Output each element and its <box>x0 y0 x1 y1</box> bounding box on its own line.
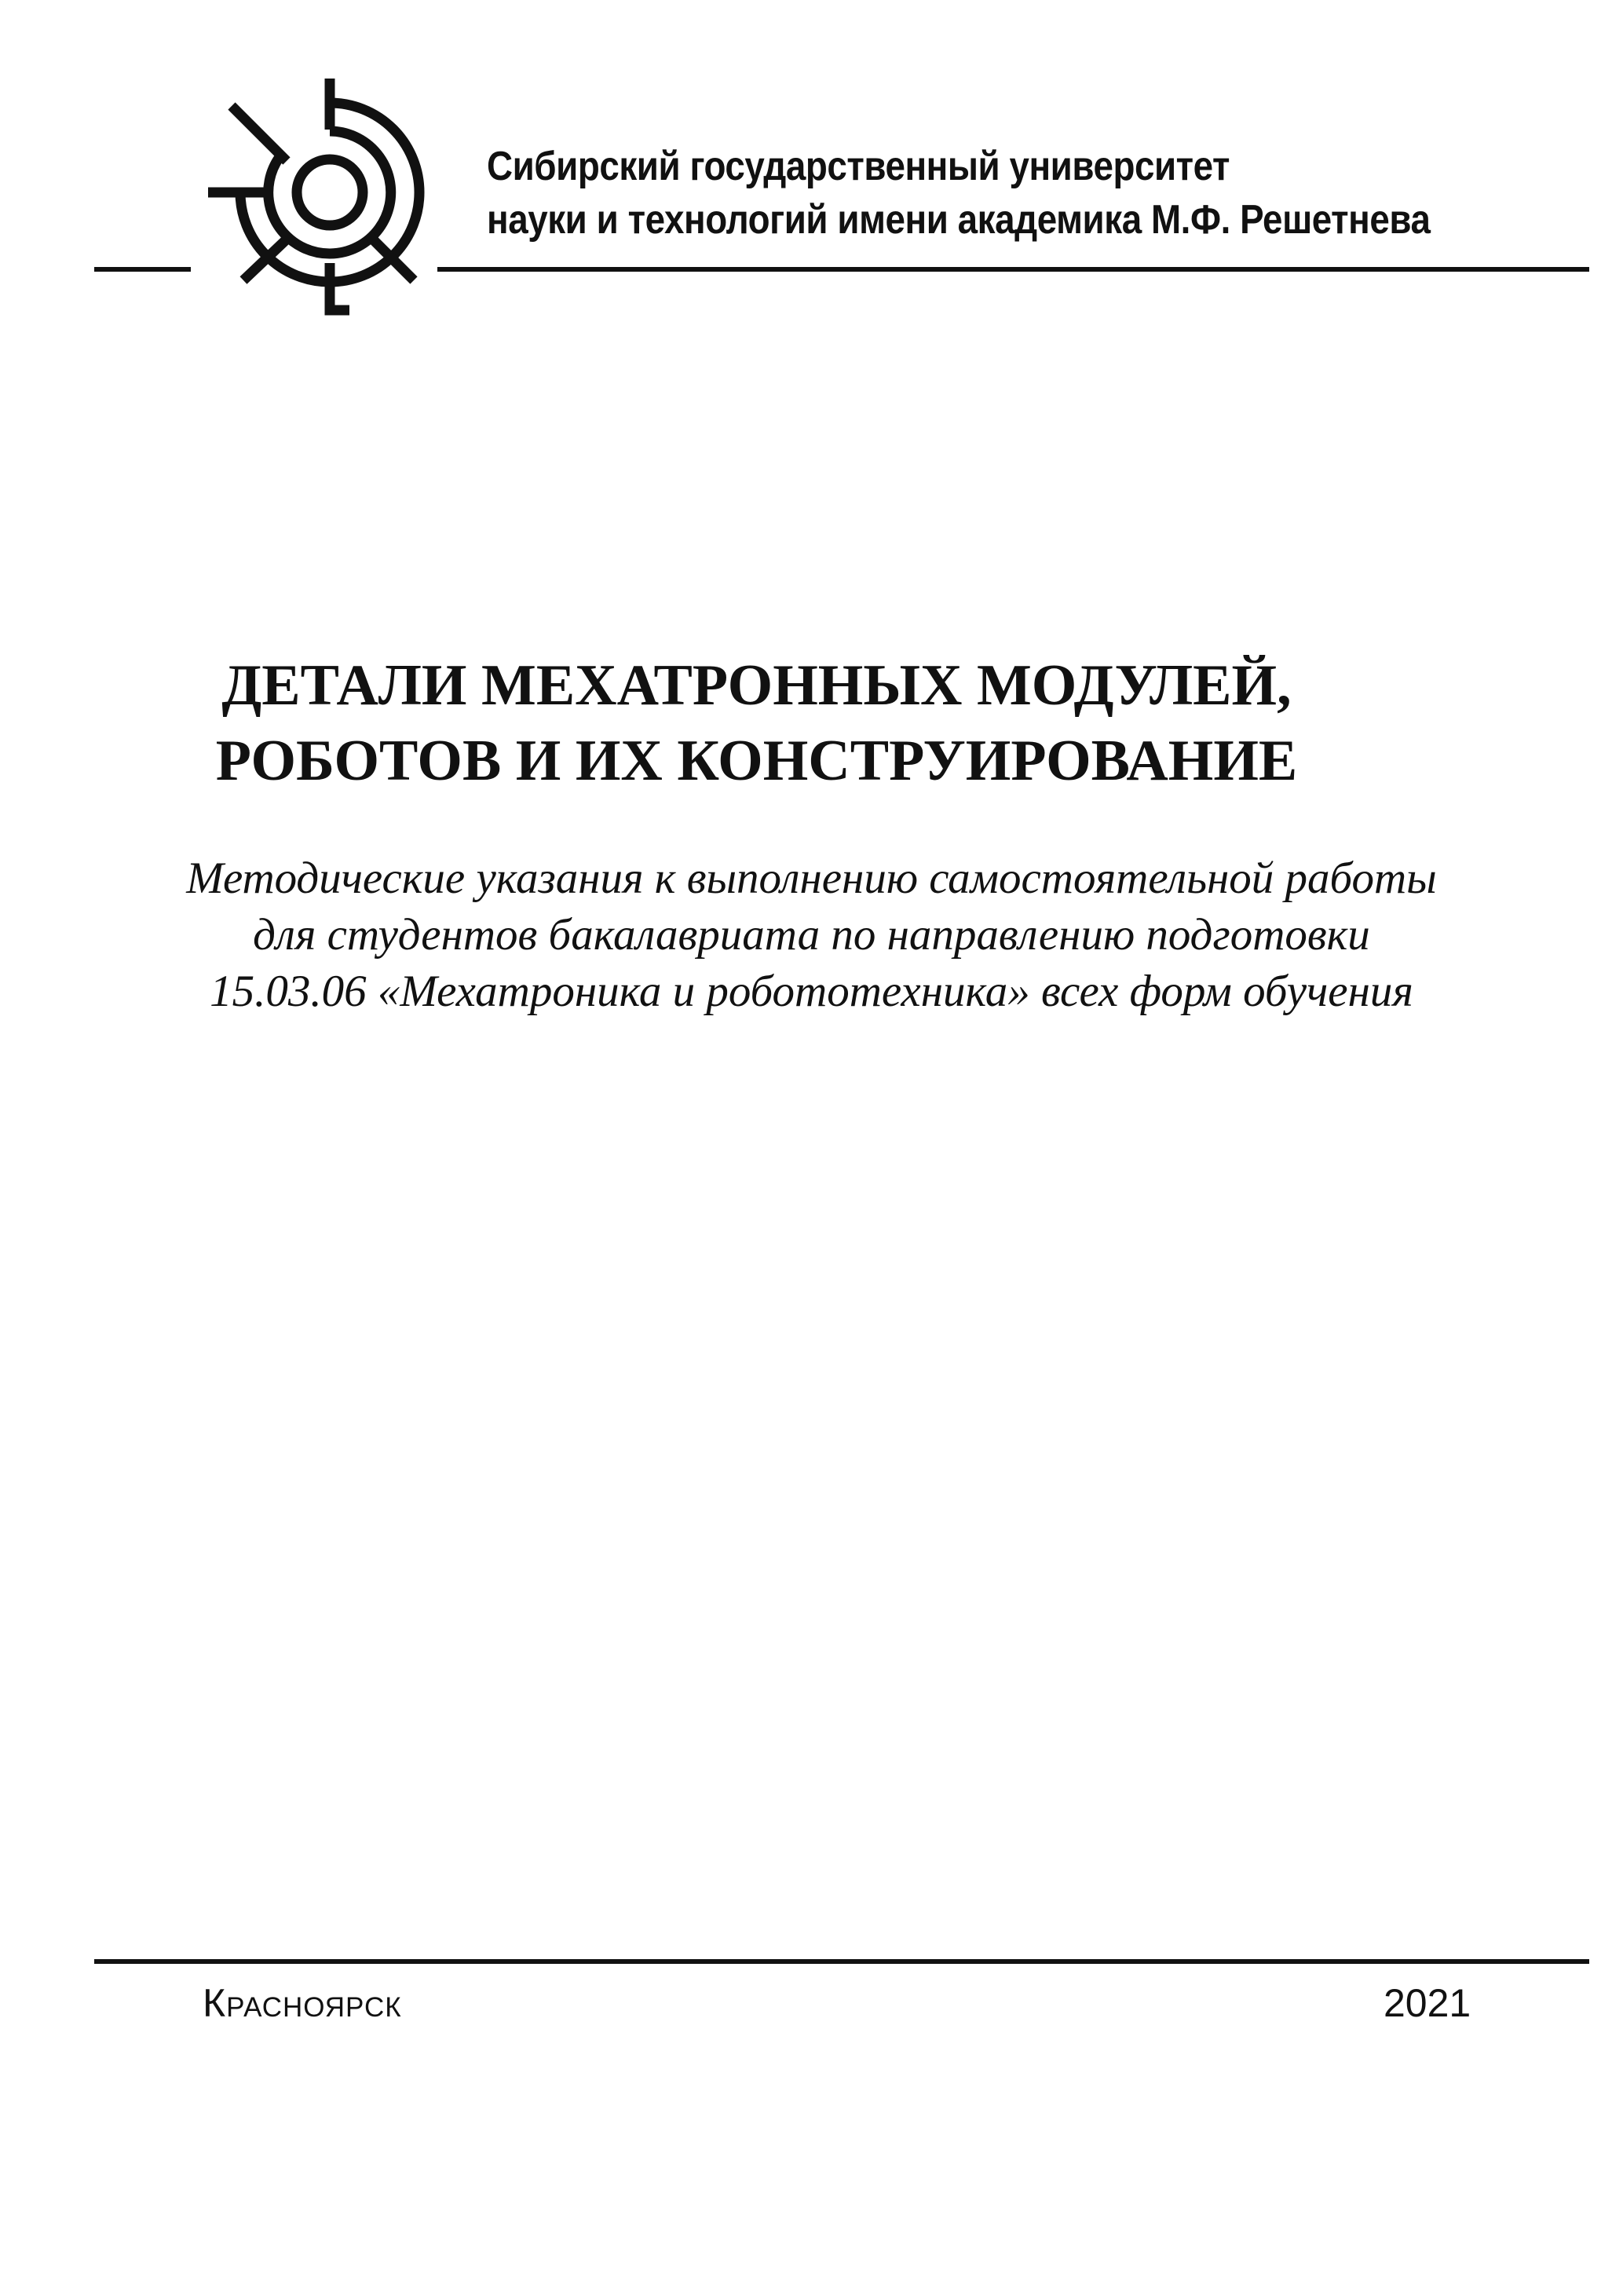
header-rule-left <box>94 267 191 272</box>
title-line1: ДЕТАЛИ МЕХАТРОННЫХ МОДУЛЕЙ, <box>221 653 1292 718</box>
title-line2: РОБОТОВ И ИХ КОНСТРУИРОВАНИЕ <box>215 729 1298 793</box>
header-rule-right <box>437 267 1589 272</box>
document-subtitle <box>0 850 1623 1020</box>
footer-city: Красноярск <box>203 1981 402 2025</box>
footer-rule <box>94 1959 1589 1964</box>
university-name-line2: науки и технологий имени академика М.Ф. Решетнева <box>487 197 1431 243</box>
subtitle-line2: для студентов бакалавриата по направлению подготовки <box>253 910 1370 960</box>
subtitle-line1: Методические указания к выполнению самостоятельной работы <box>186 854 1437 903</box>
university-name <box>487 140 1430 247</box>
university-name-line1: Сибирский государственный университет <box>487 144 1230 189</box>
university-logo <box>200 75 444 318</box>
subtitle-line3: 15.03.06 «Мехатроника и робототехника» всех форм обучения <box>210 967 1413 1016</box>
footer-year: 2021 <box>1384 1981 1471 2025</box>
university-emblem-icon <box>200 75 444 318</box>
document-title <box>0 648 1623 799</box>
